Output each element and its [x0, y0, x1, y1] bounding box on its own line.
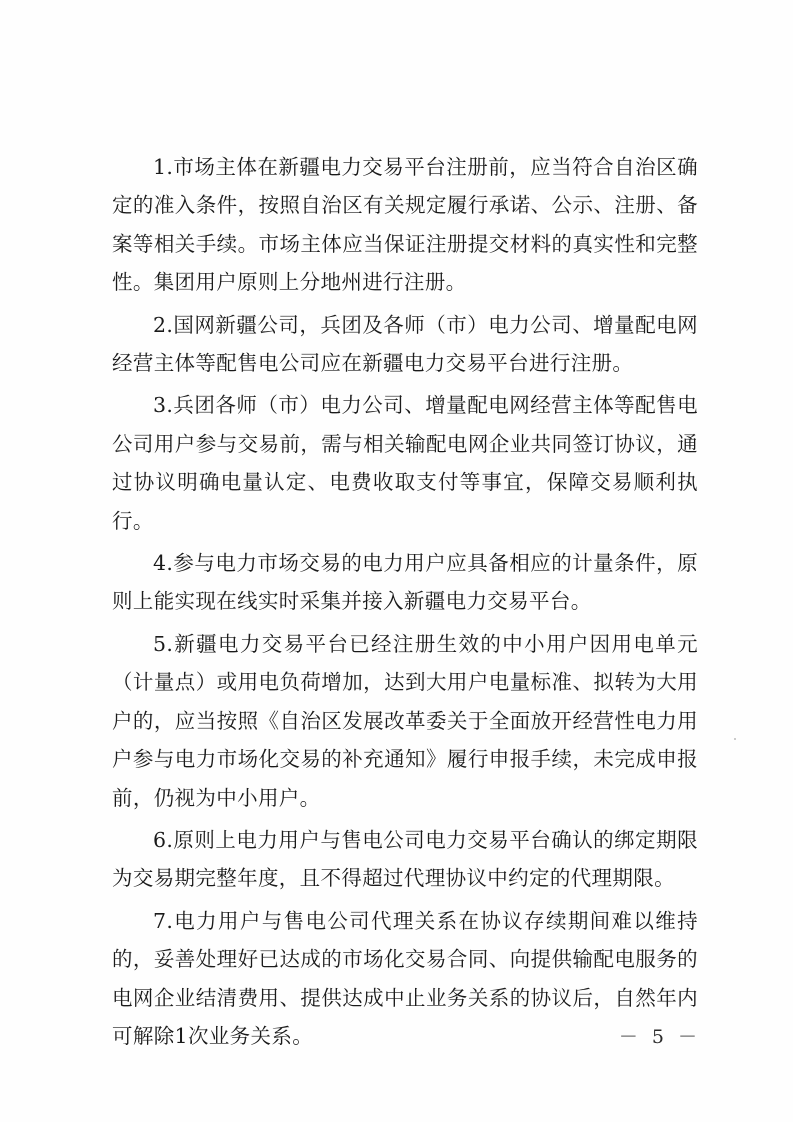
paragraph-7: 7.电力用户与售电公司代理关系在协议存续期间难以维持的，妥善处理好已达成的市场化交易合同、向提供输配电服务的电网企业结清费用、提供达成中止业务关系的协议后，自然年内可解除1次业务关系。: [112, 908, 698, 1048]
document-body: [112, 148, 698, 1059]
page-number: － 5 －: [618, 1026, 701, 1048]
paragraph-4: 4.参与电力市场交易的电力用户应具备相应的计量条件，原则上能实现在线实时采集并接入新疆电力交易平台。: [112, 551, 698, 614]
paragraph-5: 5.新疆电力交易平台已经注册生效的中小用户因用电单元（计量点）或用电负荷增加，达到大用户电量标准、拟转为大用户的，应当按照《自治区发展改革委关于全面放开经营性电力用户参与电力市场化交易的补充通知》履行申报手续，未完成申报前，仍视为中小用户。: [112, 631, 698, 810]
paragraph-3: 3.兵团各师（市）电力公司、增量配电网经营主体等配售电公司用户参与交易前，需与相关输配电网企业共同签订协议，通过协议明确电量认定、电费收取支付等事宜，保障交易顺利执行。: [112, 393, 698, 533]
paragraph-6: 6.原则上电力用户与售电公司电力交易平台确认的绑定期限为交易期完整年度，且不得超过代理协议中约定的代理期限。: [112, 827, 698, 891]
paragraph-2: 2.国网新疆公司，兵团及各师（市）电力公司、增量配电网经营主体等配售电公司应在新疆电力交易平台进行注册。: [112, 312, 698, 376]
paragraph-1: 1.市场主体在新疆电力交易平台注册前，应当符合自治区确定的准入条件，按照自治区有关规定履行承诺、公示、注册、备案等相关手续。市场主体应当保证注册提交材料的真实性和完整性。集团用户原则上分地州进行注册。: [112, 155, 698, 295]
scan-speck: [734, 738, 736, 740]
